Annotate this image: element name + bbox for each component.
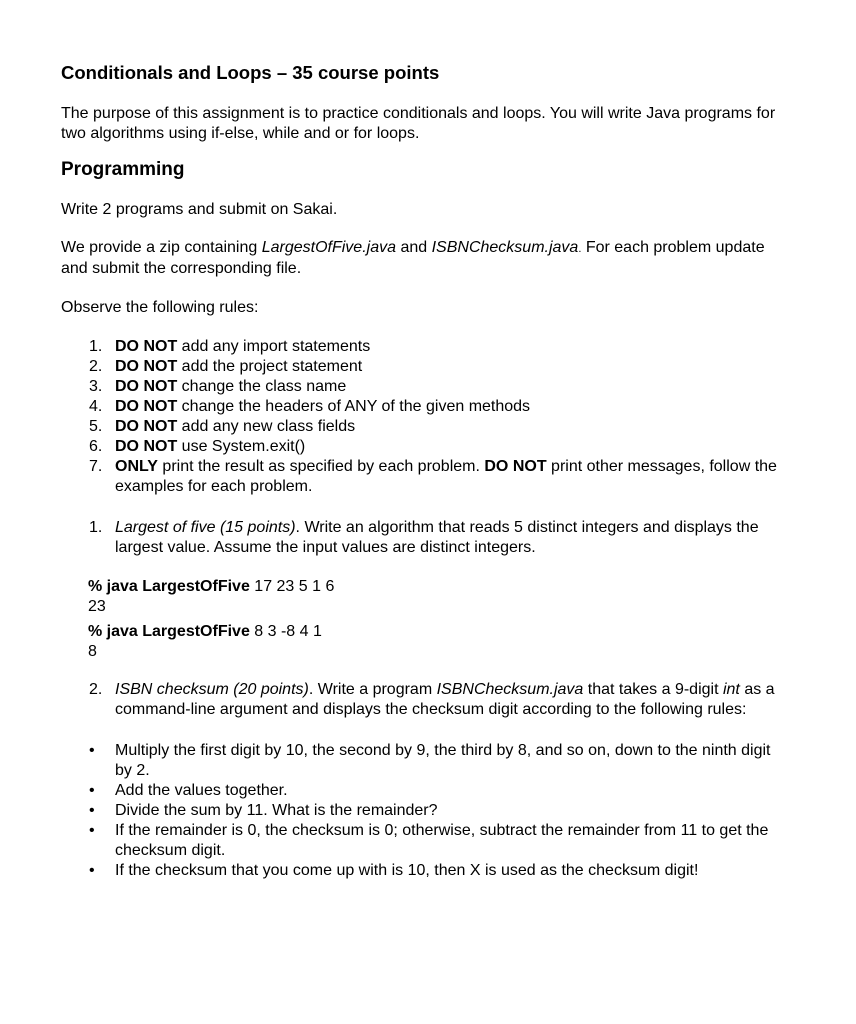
problem-1	[61, 518, 791, 558]
rule-item: 5. DO NOT add any new class fields	[89, 418, 356, 435]
bullet-icon: •	[89, 822, 95, 839]
example-command: % java LargestOfFive 8 3 -8 4 1	[88, 623, 322, 640]
write-paragraph: Write 2 programs and submit on Sakai.	[61, 201, 338, 218]
zip-text-mid: and	[396, 239, 432, 256]
rule-item: 4. DO NOT change the headers of ANY of the given methods	[89, 398, 531, 415]
bullet-item: • If the checksum that you come up with is 10, then X is used as the checksum digit!	[89, 862, 699, 879]
checksum-rules-list	[61, 741, 791, 881]
bullet-item: • If the remainder is 0, the checksum is 0; otherwise, subtract the remainder from 11 to get the checksum digit.	[89, 822, 769, 859]
zip-file2: ISBNChecksum.java	[431, 239, 579, 256]
bullet-icon: •	[89, 782, 95, 799]
rule-item: 2. DO NOT add the project statement	[89, 358, 363, 375]
zip-text-pre: We provide a zip containing	[61, 239, 262, 256]
rules-list	[61, 337, 791, 497]
rule-item: 1. DO NOT add any import statements	[89, 338, 371, 355]
zip-text-post: For each problem update and submit the corresponding file.	[61, 239, 765, 277]
bullet-item: • Divide the sum by 11. What is the remainder?	[89, 802, 438, 819]
rule-item: 3. DO NOT change the class name	[89, 378, 347, 395]
bullet-item: • Add the values together.	[89, 782, 288, 799]
rule-item: 6. DO NOT use System.exit()	[89, 438, 306, 455]
bullet-icon: •	[89, 802, 95, 819]
programming-heading: Programming	[61, 159, 185, 180]
example-1	[61, 577, 791, 617]
intro-paragraph: The purpose of this assignment is to practice conditionals and loops. You will write Java programs for two algorithms using if-else, while and or for loops.	[61, 105, 776, 142]
zip-file1: LargestOfFive.java	[261, 239, 396, 256]
bullet-icon: •	[89, 862, 95, 879]
example-2	[61, 622, 791, 662]
zip-paragraph	[61, 238, 791, 279]
bullet-item: • Multiply the first digit by 10, the second by 9, the third by 8, and so on, down to the ninth digit by 2.	[89, 742, 771, 779]
problem-2-item: 2. ISBN checksum (20 points). Write a program ISBNChecksum.java that takes a 9-digit int as a command-line argument and displays the checksum digit according to the following rules:	[89, 681, 775, 718]
problem-2-title: ISBN checksum (20 points)	[115, 681, 309, 698]
example-output: 23	[88, 598, 106, 615]
example-output: 8	[88, 643, 97, 660]
zip-text-dot: .	[578, 243, 582, 255]
problem-1-title: Largest of five (15 points)	[115, 519, 296, 536]
page-title: Conditionals and Loops – 35 course points	[61, 62, 440, 83]
problem-1-item: 1. Largest of five (15 points). Write an algorithm that reads 5 distinct integers and displays the largest value. Assume the input values are distinct integers.	[89, 519, 759, 556]
example-command: % java LargestOfFive 17 23 5 1 6	[88, 578, 335, 595]
observe-paragraph: Observe the following rules:	[61, 299, 259, 316]
bullet-icon: •	[89, 742, 95, 759]
rule-item: 7. ONLY print the result as specified by each problem. DO NOT print other messages, follow the examples for each problem.	[89, 458, 777, 495]
document-page	[61, 61, 791, 881]
problem-2	[61, 680, 791, 720]
